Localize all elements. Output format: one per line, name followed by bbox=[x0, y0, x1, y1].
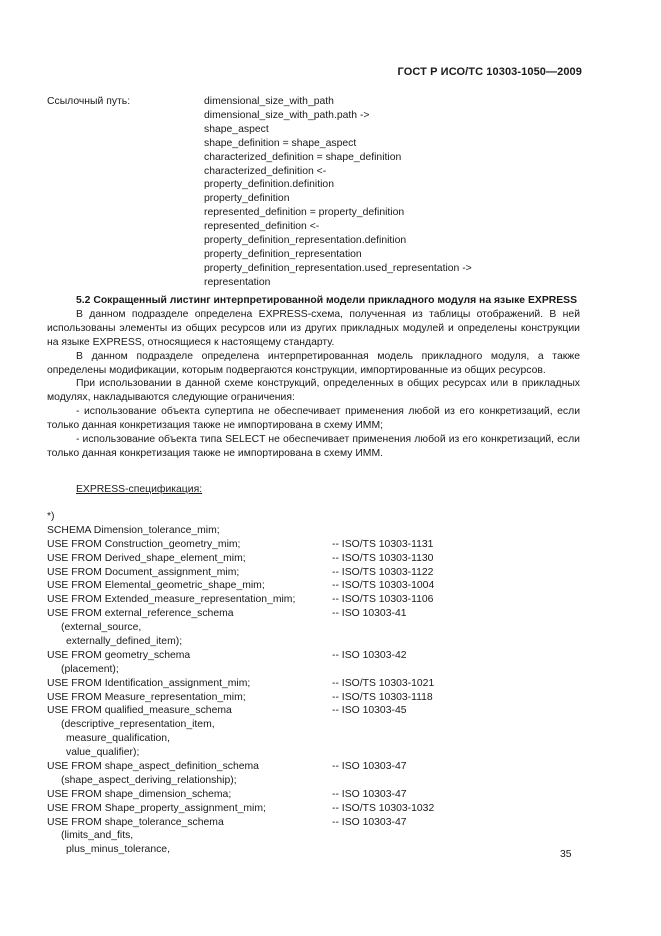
code-text: (placement); bbox=[61, 663, 119, 675]
express-spec-title: EXPRESS-спецификация: bbox=[76, 484, 203, 495]
code-text: USE FROM Derived_shape_element_mim; bbox=[47, 552, 246, 564]
code-line bbox=[47, 829, 587, 843]
code-comment: -- ISO/TS 10303-1004 bbox=[332, 580, 435, 592]
code-comment: -- ISO/TS 10303-1131 bbox=[332, 538, 434, 550]
code-text: USE FROM Elemental_geometric_shape_mim; bbox=[47, 580, 265, 592]
reference-path-line: property_definition bbox=[204, 193, 290, 205]
page-number: 35 bbox=[560, 849, 572, 860]
reference-path-line: dimensional_size_with_path.path -> bbox=[204, 109, 370, 121]
code-line bbox=[47, 691, 587, 705]
code-line bbox=[47, 621, 587, 635]
reference-path-line: shape_definition = shape_aspect bbox=[204, 137, 357, 149]
code-line bbox=[47, 607, 587, 621]
code-text: *) bbox=[47, 511, 55, 522]
body-paragraph: - использование объекта супертипа не обеспечивает применения любой из его конкретизаций, если только данная конкретизация также не импортирована в схему ИММ; bbox=[47, 406, 580, 432]
code-text: plus_minus_tolerance, bbox=[66, 844, 170, 856]
code-text: externally_defined_item); bbox=[66, 636, 183, 648]
code-line bbox=[47, 677, 587, 691]
code-line bbox=[47, 593, 587, 607]
express-listing bbox=[47, 510, 587, 857]
body-paragraph: В данном подразделе определена интерпретированная модель прикладного модуля, а также определены модификации, которым подвергаются конструкции, импортированные из общих ресурсов. bbox=[47, 350, 580, 376]
code-text: USE FROM geometry_schema bbox=[47, 649, 191, 661]
code-comment: -- ISO 10303-41 bbox=[332, 608, 407, 620]
code-line bbox=[47, 760, 587, 774]
code-comment: -- ISO 10303-42 bbox=[332, 649, 407, 661]
code-text: USE FROM Extended_measure_representation_mim; bbox=[47, 594, 296, 606]
code-comment: -- ISO 10303-47 bbox=[332, 788, 407, 800]
code-comment: -- ISO/TS 10303-1106 bbox=[332, 594, 434, 606]
reference-path-line: shape_aspect bbox=[204, 123, 269, 135]
reference-path-line: property_definition_representation.definition bbox=[204, 235, 407, 247]
code-line bbox=[47, 704, 587, 718]
reference-path-line: dimensional_size_with_path bbox=[204, 96, 334, 107]
code-line bbox=[47, 732, 587, 746]
code-text: (external_source, bbox=[61, 622, 142, 634]
code-line bbox=[47, 552, 587, 566]
reference-path-line: property_definition.definition bbox=[204, 179, 334, 191]
code-text: (limits_and_fits, bbox=[61, 830, 134, 842]
code-line bbox=[47, 566, 587, 580]
code-comment: -- ISO/TS 10303-1130 bbox=[332, 552, 434, 564]
code-comment: -- ISO/TS 10303-1032 bbox=[332, 802, 435, 814]
body-paragraph: При использовании в данной схеме конструкций, определенных в общих ресурсах или в прикладных модулях, накладываются следующие ограничения: bbox=[47, 378, 580, 404]
code-text: measure_qualification, bbox=[66, 733, 170, 745]
code-line bbox=[47, 635, 587, 649]
code-comment: -- ISO/TS 10303-1118 bbox=[332, 691, 433, 703]
code-line bbox=[47, 538, 587, 552]
code-line bbox=[47, 843, 587, 857]
section-5-2 bbox=[47, 294, 580, 461]
reference-path-line: characterized_definition = shape_definition bbox=[204, 151, 402, 163]
code-text: USE FROM shape_tolerance_schema bbox=[47, 816, 224, 828]
code-text: USE FROM Document_assignment_mim; bbox=[47, 566, 240, 578]
code-line bbox=[47, 788, 587, 802]
body-paragraph: - использование объекта типа SELECT не обеспечивает применения любой из его конкретизаций, если только данная конкретизация также не импортирована в схему ИММ. bbox=[47, 434, 580, 459]
reference-path-line: represented_definition = property_definition bbox=[204, 207, 405, 219]
reference-path-line: property_definition_representation.used_representation -> bbox=[204, 262, 472, 274]
code-text: USE FROM shape_aspect_definition_schema bbox=[47, 761, 259, 773]
code-text: value_qualifier); bbox=[66, 747, 140, 759]
code-comment: -- ISO/TS 10303-1122 bbox=[332, 566, 434, 578]
code-line bbox=[47, 802, 587, 816]
section-body bbox=[47, 308, 580, 461]
code-comment: -- ISO 10303-45 bbox=[332, 705, 407, 717]
code-line bbox=[47, 746, 587, 760]
code-line bbox=[47, 718, 587, 732]
code-line bbox=[47, 524, 587, 538]
standard-header: ГОСТ Р ИСО/ТС 10303-1050—2009 bbox=[397, 66, 582, 78]
reference-path-line: property_definition_representation bbox=[204, 248, 362, 260]
body-paragraph: В данном подразделе определена EXPRESS-схема, полученная из таблицы отображений. В ней использованы элементы из общих ресурсов или из других прикладных модулей и определены конструкции на языке EXPRESS, относящиеся к настоящему стандарту. bbox=[47, 308, 580, 348]
code-text: SCHEMA Dimension_tolerance_mim; bbox=[47, 524, 220, 536]
code-line bbox=[47, 579, 587, 593]
code-text: USE FROM external_reference_schema bbox=[47, 608, 234, 620]
code-text: (descriptive_representation_item, bbox=[61, 719, 215, 731]
code-comment: -- ISO 10303-47 bbox=[332, 816, 407, 828]
reference-path-line: representation bbox=[204, 276, 271, 288]
code-line bbox=[47, 663, 587, 677]
code-comment: -- ISO 10303-47 bbox=[332, 761, 407, 773]
code-text: USE FROM Measure_representation_mim; bbox=[47, 691, 246, 703]
code-line bbox=[47, 510, 587, 524]
code-text: (shape_aspect_deriving_relationship); bbox=[61, 774, 237, 786]
code-text: USE FROM Construction_geometry_mim; bbox=[47, 538, 241, 550]
code-text: USE FROM qualified_measure_schema bbox=[47, 705, 232, 717]
code-text: USE FROM Shape_property_assignment_mim; bbox=[47, 802, 266, 814]
reference-path-line: characterized_definition <- bbox=[204, 165, 327, 177]
code-text: USE FROM Identification_assignment_mim; bbox=[47, 677, 251, 689]
code-line bbox=[47, 649, 587, 663]
code-line bbox=[47, 774, 587, 788]
reference-path-label: Ссылочный путь: bbox=[47, 96, 131, 107]
reference-path bbox=[204, 95, 472, 290]
code-comment: -- ISO/TS 10303-1021 bbox=[332, 677, 435, 689]
code-text: USE FROM shape_dimension_schema; bbox=[47, 788, 232, 800]
reference-path-line: represented_definition <- bbox=[204, 221, 320, 233]
section-heading: 5.2 Сокращенный листинг интерпретированной модели прикладного модуля на языке EXPRESS bbox=[76, 295, 578, 306]
code-line bbox=[47, 816, 587, 830]
